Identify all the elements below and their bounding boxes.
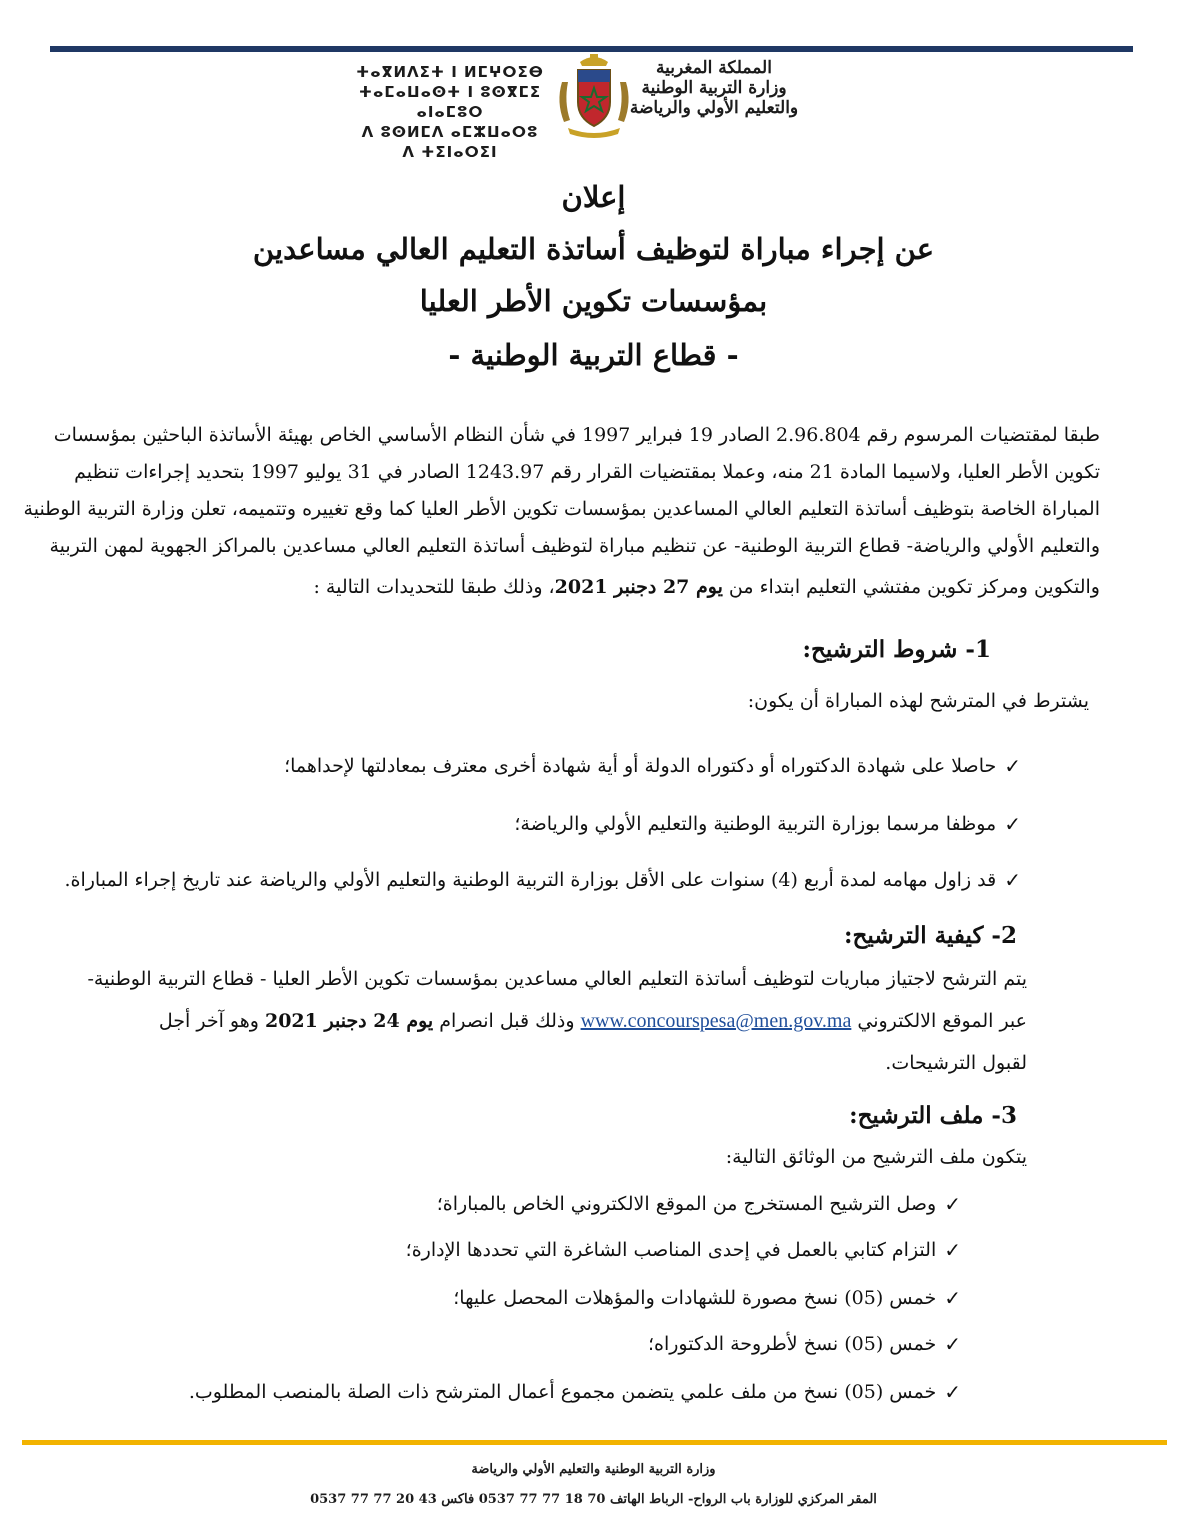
section-3-title: 3- ملف الترشيح:: [849, 1102, 1017, 1129]
section-2-line-2a: عبر الموقع الالكتروني: [851, 1010, 1027, 1032]
coat-of-arms-icon: [554, 52, 634, 140]
section-1-item: [64, 868, 1021, 892]
section-3-item-text: خمس (05) نسخ مصورة للشهادات والمؤهلات المحصل عليها؛: [453, 1287, 937, 1309]
start-date: يوم 27 دجنبر 2021: [554, 576, 723, 598]
section-1-item: [284, 754, 1021, 778]
section-1-title: 1- شروط الترشيح:: [802, 636, 991, 663]
title-line-2: عن إجراء مباراة لتوظيف أساتذة التعليم العالي مساعدين: [252, 232, 935, 266]
intro-line-5: [98, 576, 1100, 598]
section-3-item-text: التزام كتابي بالعمل في إحدى المناصب الشاغرة التي تحددها الإدارة؛: [405, 1239, 937, 1261]
section-1-item-text: موظفا مرسما بوزارة التربية الوطنية والتعليم الأولي والرياضة؛: [514, 813, 997, 835]
section-2-line-2b: وذلك قبل انصرام: [433, 1010, 581, 1032]
section-2-line-1: يتم الترشح لاجتياز مباريات لتوظيف أساتذة التعليم العالي مساعدين بمؤسسات تكوين الأطر العليا - قطاع التربية الوطنية-: [87, 968, 1027, 990]
section-3-item: [406, 1238, 961, 1262]
announcement-title: إعلان: [561, 180, 626, 214]
section-2-line-2c: وهو آخر أجل: [158, 1010, 265, 1032]
section-1-lead: يشترط في المترشح لهذه المباراة أن يكون:: [747, 690, 1089, 712]
footer-address: المقر المركزي للوزارة باب الرواح- الرباط الهاتف 70 18 77 77 0537 فاكس 43 20 77 77 0537: [310, 1492, 877, 1507]
check-icon: ✓: [944, 1286, 961, 1310]
header-arabic-line-3: والتعليم الأولي والرياضة: [629, 98, 799, 118]
header-tifinagh-line-3: ⴷ ⵓⵙⵍⵎⴷ ⴰⵎⵣⵡⴰⵔⵓ ⴷ ⵜⵉⵏⴰⵔⵉⵏ: [361, 123, 539, 161]
section-2-line-3: لقبول الترشيحات.: [885, 1052, 1027, 1074]
title-line-3: بمؤسسات تكوين الأطر العليا: [419, 284, 768, 318]
application-website-link[interactable]: www.concourspesa@men.gov.ma: [580, 1010, 852, 1032]
check-icon: ✓: [944, 1238, 961, 1262]
intro-line-3: المباراة الخاصة بتوظيف أساتذة التعليم العالي المساعدين بمؤسسات تكوين الأطر العليا كما وقع تغييره وتتميمه، تعلن وزارة التربية الوطنية: [23, 498, 1100, 520]
section-3-item-text: خمس (05) نسخ لأطروحة الدكتوراه؛: [647, 1333, 937, 1355]
check-icon: ✓: [944, 1332, 961, 1356]
check-icon: ✓: [1004, 868, 1021, 892]
section-3-item-text: وصل الترشيح المستخرج من الموقع الالكتروني الخاص بالمباراة؛: [436, 1193, 937, 1215]
header-tifinagh: [355, 62, 545, 162]
intro-last-after: ، وذلك طبقا للتحديدات التالية :: [313, 576, 555, 598]
intro-line-4: والتعليم الأولي والرياضة- قطاع التربية الوطنية- عن تنظيم مباراة لتوظيف أساتذة التعليم العالي مساعدين بالمراكز الجهوية لمهن التربية: [49, 535, 1100, 557]
intro-last-before: والتكوين ومركز تكوين مفتشي التعليم ابتداء من: [722, 576, 1100, 598]
section-1-item: [514, 812, 1021, 836]
check-icon: ✓: [1004, 754, 1021, 778]
header-tifinagh-line-1: ⵜⴰⴳⵍⴷⵉⵜ ⵏ ⵍⵎⵖⵔⵉⴱ: [356, 63, 544, 81]
section-3-item: [189, 1380, 961, 1404]
check-icon: ✓: [944, 1380, 961, 1404]
header-arabic-line-2: وزارة التربية الوطنية: [641, 78, 787, 98]
header-arabic: [619, 58, 809, 118]
section-3-lead: يتكون ملف الترشيح من الوثائق التالية:: [725, 1146, 1027, 1168]
section-1-item-text: قد زاول مهامه لمدة أربع (4) سنوات على الأقل بوزارة التربية الوطنية والتعليم الأولي والرياضة عند تاريخ إجراء المباراة.: [64, 869, 997, 891]
section-3-item: [437, 1192, 961, 1216]
section-3-item: [648, 1332, 961, 1356]
header-tifinagh-line-2: ⵜⴰⵎⴰⵡⴰⵙⵜ ⵏ ⵓⵙⴳⵎⵉ ⴰⵏⴰⵎⵓⵔ: [358, 83, 542, 121]
check-icon: ✓: [944, 1192, 961, 1216]
footer-rule: [22, 1440, 1167, 1445]
deadline-date: يوم 24 دجنبر 2021: [264, 1010, 434, 1032]
footer-ministry: وزارة التربية الوطنية والتعليم الأولي والرياضة: [471, 1462, 716, 1477]
check-icon: ✓: [1004, 812, 1021, 836]
section-2-line-2: [159, 1010, 1027, 1033]
section-3-item-text: خمس (05) نسخ من ملف علمي يتضمن مجموع أعمال المترشح ذات الصلة بالمنصب المطلوب.: [188, 1381, 937, 1403]
title-line-4: - قطاع التربية الوطنية -: [448, 338, 739, 372]
intro-line-1: طبقا لمقتضيات المرسوم رقم 2.96.804 الصادر 19 فبراير 1997 في شأن النظام الأساسي الخاص بهيئة الأساتذة الباحثين بمؤسسات: [53, 424, 1100, 446]
section-2-title: 2- كيفية الترشيح:: [844, 922, 1017, 949]
intro-line-2: تكوين الأطر العليا، ولاسيما المادة 21 منه، وعملا بمقتضيات القرار رقم 1243.97 الصادر في 31 يوليو 1997 بتحديد إجراءات تنظيم: [74, 461, 1100, 483]
section-3-item: [453, 1286, 961, 1310]
section-1-item-text: حاصلا على شهادة الدكتوراه أو دكتوراه الدولة أو أية شهادة أخرى معترف بمعادلتها لإحداهما؛: [284, 755, 997, 777]
header-arabic-line-1: المملكة المغربية: [656, 58, 772, 78]
